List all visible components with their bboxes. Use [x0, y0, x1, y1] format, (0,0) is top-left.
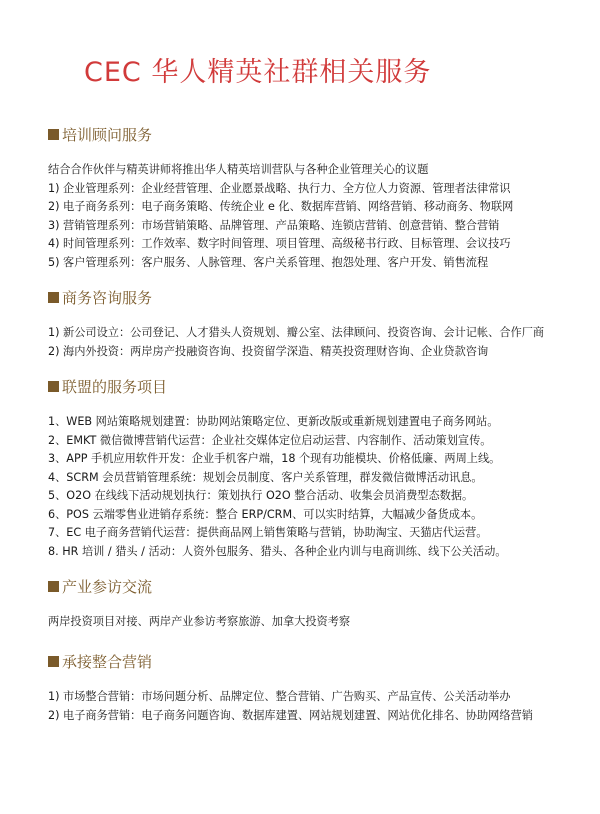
- text-line: 5、O2O 在线线下活动规划执行：策划执行 O2O 整合活动、收集会员消费型态数据。: [48, 489, 474, 502]
- section-heading: [48, 576, 588, 596]
- section-heading-text: 产业参访交流: [62, 577, 153, 596]
- text-line: 1) 新公司设立：公司登记、人才猎头人资规划、瓣公室、法律顾问、投资咨询、会计记帐、合作厂商: [48, 326, 545, 339]
- section-heading-text: 联盟的服务项目: [62, 377, 168, 396]
- text-line: 2) 电子商务营销：电子商务问题咨询、数据库建置、网站规划建置、网站优化排名、协助网络营销: [48, 708, 533, 722]
- square-bullet-icon: [48, 292, 59, 303]
- section-integrated-marketing: [48, 651, 588, 725]
- text-line: 6、POS 云端零售业进销存系统：整合 ERP/CRM、可以实时结算，大幅减少备货成本。: [48, 507, 483, 521]
- section-heading: [48, 124, 588, 144]
- text-line: 2) 电子商务系列：电子商务策略、传统企业 e 化、数据库营销、网络营销、移动商务、物联网: [48, 200, 514, 213]
- text-line: 5) 客户管理系列：客户服务、人脉管理、客户关系管理、抱怨处理、客户开发、销售流程: [48, 255, 489, 269]
- text-line: 2) 海内外投资：两岸房产投融资咨询、投资留学深造、精英投资理财咨询、企业贷款咨询: [48, 344, 489, 358]
- text-line: 两岸投资项目对接、两岸产业参访考察旅游、加拿大投资考察: [48, 615, 351, 628]
- text-line: 1) 企业管理系列：企业经营管理、企业愿景战略、执行力、全方位人力资源、管理者法律常识: [48, 181, 511, 195]
- square-bullet-icon: [48, 381, 59, 392]
- text-line: 8. HR 培训 / 猎头 / 活动：人资外包服务、猎头、各种企业内训与电商训练、线下公关活动。: [48, 544, 507, 558]
- section-heading-text: 商务咨询服务: [62, 288, 153, 307]
- section-heading-text: 承接整合营销: [62, 652, 153, 671]
- text-line: 1) 市场整合营销：市场问题分析、品牌定位、整合营销、广告购买、产品宣传、公关活动举办: [48, 690, 511, 703]
- text-line: 结合合作伙伴与精英讲师将推出华人精英培训营队与各种企业管理关心的议题: [48, 163, 429, 176]
- section-heading-text: 培训顾问服务: [62, 125, 153, 144]
- square-bullet-icon: [48, 581, 59, 592]
- text-line: 4、SCRM 会员营销管理系统：规划会员制度、客户关系管理，群发微信微博活动讯息。: [48, 470, 483, 484]
- text-line: 7、EC 电子商务营销代运营：提供商品网上销售策略与营销，协助淘宝、天猫店代运营。: [48, 526, 488, 539]
- page-title: CEC 华人精英社群相关服务: [84, 57, 432, 88]
- section-training: [48, 124, 588, 272]
- section-heading: [48, 376, 588, 396]
- section-consulting: [48, 287, 588, 361]
- text-line: 4) 时间管理系列：工作效率、数字时间管理、项目管理、高级秘书行政、目标管理、会议技巧: [48, 237, 511, 250]
- section-heading: [48, 651, 588, 671]
- square-bullet-icon: [48, 129, 59, 140]
- text-line: 3、APP 手机应用软件开发：企业手机客户端，18 个现有功能模块、价格低廉、两周上线。: [48, 452, 501, 465]
- square-bullet-icon: [48, 656, 59, 667]
- text-line: 3) 营销管理系列：市场营销策略、品牌管理、产品策略、连锁店营销、创意营销、整合营销: [48, 218, 500, 232]
- section-alliance: [48, 376, 588, 561]
- section-industry-visit: [48, 576, 588, 632]
- text-line: 1、WEB 网站策略规划建置：协助网站策略定位、更新改版或重新规划建置电子商务网站。: [48, 415, 499, 428]
- section-heading: [48, 287, 588, 307]
- text-line: 2、EMKT 微信微博营销代运营：企业社交媒体定位启动运营、内容制作、活动策划宣传。: [48, 433, 492, 447]
